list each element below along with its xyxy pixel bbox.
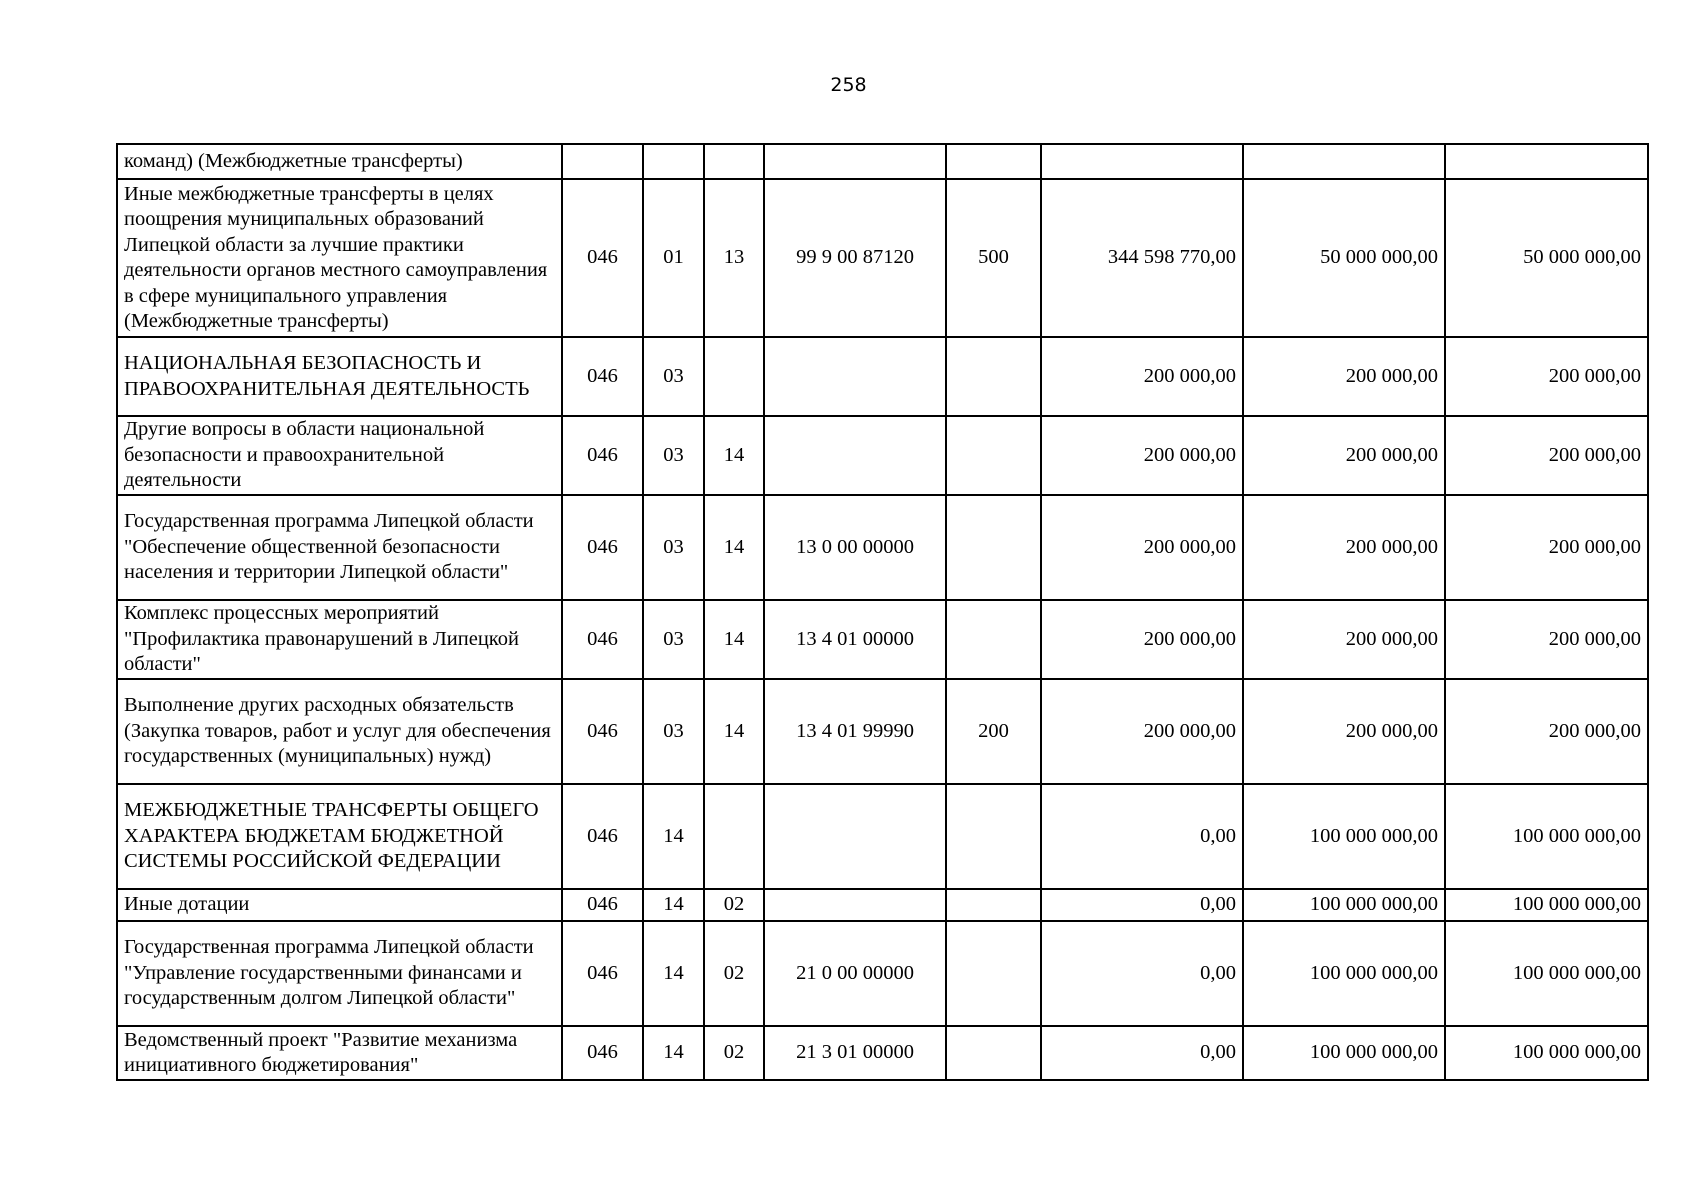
row-name: Комплекс процессных мероприятий "Профилактика правонарушений в Липецкой области" [117,600,562,679]
row-name: Иные дотации [117,889,562,921]
expense-type-code [946,495,1041,600]
expense-type-code [946,144,1041,179]
amount-year-2 [1243,144,1445,179]
amount-year-3: 200 000,00 [1445,495,1648,600]
expense-type-code [946,337,1041,416]
target-article-code: 21 3 01 00000 [764,1026,946,1080]
section-code: 03 [643,495,704,600]
amount-year-2: 200 000,00 [1243,337,1445,416]
section-code: 14 [643,889,704,921]
subsection-code: 13 [704,179,764,337]
amount-year-3: 200 000,00 [1445,337,1648,416]
target-article-code: 13 4 01 99990 [764,679,946,784]
table-row [117,416,1648,495]
row-name: Ведомственный проект "Развитие механизма инициативного бюджетирования" [117,1026,562,1080]
amount-year-2: 200 000,00 [1243,495,1445,600]
amount-year-2: 200 000,00 [1243,600,1445,679]
ministry-code: 046 [562,179,643,337]
section-code: 14 [643,921,704,1026]
expense-type-code [946,600,1041,679]
budget-table [116,143,1649,1081]
amount-year-1: 200 000,00 [1041,495,1243,600]
target-article-code: 21 0 00 00000 [764,921,946,1026]
row-name: МЕЖБЮДЖЕТНЫЕ ТРАНСФЕРТЫ ОБЩЕГО ХАРАКТЕРА БЮДЖЕТАМ БЮДЖЕТНОЙ СИСТЕМЫ РОССИЙСКОЙ ФЕДЕРАЦИИ [117,784,562,889]
table-row [117,144,1648,179]
row-name: Государственная программа Липецкой области "Обеспечение общественной безопасности населения и территории Липецкой области" [117,495,562,600]
amount-year-3 [1445,144,1648,179]
subsection-code: 14 [704,679,764,784]
ministry-code: 046 [562,679,643,784]
subsection-code: 14 [704,416,764,495]
ministry-code: 046 [562,889,643,921]
row-name: Государственная программа Липецкой области "Управление государственными финансами и государственным долгом Липецкой области" [117,921,562,1026]
target-article-code [764,784,946,889]
page-number: 258 [830,74,867,96]
amount-year-2: 100 000 000,00 [1243,921,1445,1026]
amount-year-3: 200 000,00 [1445,600,1648,679]
row-name: Другие вопросы в области национальной безопасности и правоохранительной деятельности [117,416,562,495]
target-article-code [764,337,946,416]
amount-year-3: 100 000 000,00 [1445,784,1648,889]
amount-year-1: 200 000,00 [1041,416,1243,495]
amount-year-1: 200 000,00 [1041,679,1243,784]
amount-year-1: 0,00 [1041,784,1243,889]
target-article-code: 99 9 00 87120 [764,179,946,337]
expense-type-code [946,921,1041,1026]
ministry-code: 046 [562,921,643,1026]
table-row [117,495,1648,600]
ministry-code: 046 [562,337,643,416]
section-code: 03 [643,600,704,679]
amount-year-2: 100 000 000,00 [1243,889,1445,921]
ministry-code: 046 [562,784,643,889]
ministry-code: 046 [562,495,643,600]
table-row [117,889,1648,921]
amount-year-2: 50 000 000,00 [1243,179,1445,337]
table-row [117,337,1648,416]
ministry-code: 046 [562,600,643,679]
ministry-code: 046 [562,1026,643,1080]
amount-year-1: 0,00 [1041,889,1243,921]
target-article-code [764,416,946,495]
target-article-code: 13 4 01 00000 [764,600,946,679]
section-code: 14 [643,1026,704,1080]
amount-year-1: 0,00 [1041,921,1243,1026]
ministry-code: 046 [562,416,643,495]
amount-year-3: 100 000 000,00 [1445,1026,1648,1080]
subsection-code: 14 [704,600,764,679]
section-code [643,144,704,179]
amount-year-1: 200 000,00 [1041,600,1243,679]
row-name: НАЦИОНАЛЬНАЯ БЕЗОПАСНОСТЬ И ПРАВООХРАНИТЕЛЬНАЯ ДЕЯТЕЛЬНОСТЬ [117,337,562,416]
amount-year-2: 100 000 000,00 [1243,784,1445,889]
expense-type-code [946,784,1041,889]
amount-year-2: 200 000,00 [1243,679,1445,784]
table-row [117,600,1648,679]
table-row [117,679,1648,784]
expense-type-code [946,1026,1041,1080]
expense-type-code [946,889,1041,921]
table-row [117,179,1648,337]
amount-year-2: 200 000,00 [1243,416,1445,495]
subsection-code: 02 [704,889,764,921]
row-name: команд) (Межбюджетные трансферты) [117,144,562,179]
amount-year-1: 200 000,00 [1041,337,1243,416]
section-code: 03 [643,416,704,495]
section-code: 01 [643,179,704,337]
section-code: 14 [643,784,704,889]
target-article-code [764,889,946,921]
ministry-code [562,144,643,179]
target-article-code [764,144,946,179]
subsection-code [704,144,764,179]
amount-year-3: 200 000,00 [1445,416,1648,495]
subsection-code: 02 [704,921,764,1026]
row-name: Выполнение других расходных обязательств (Закупка товаров, работ и услуг для обеспечения государственных (муниципальных) нужд) [117,679,562,784]
amount-year-1: 0,00 [1041,1026,1243,1080]
expense-type-code: 200 [946,679,1041,784]
section-code: 03 [643,679,704,784]
subsection-code [704,337,764,416]
expense-type-code [946,416,1041,495]
table-row [117,1026,1648,1080]
amount-year-1 [1041,144,1243,179]
table-row [117,784,1648,889]
amount-year-3: 100 000 000,00 [1445,921,1648,1026]
amount-year-2: 100 000 000,00 [1243,1026,1445,1080]
subsection-code: 02 [704,1026,764,1080]
subsection-code [704,784,764,889]
table-row [117,921,1648,1026]
expense-type-code: 500 [946,179,1041,337]
section-code: 03 [643,337,704,416]
amount-year-1: 344 598 770,00 [1041,179,1243,337]
row-name: Иные межбюджетные трансферты в целях поощрения муниципальных образований Липецкой области за лучшие практики деятельности органов местного самоуправления в сфере муниципального управления (Межбюджетные трансферты) [117,179,562,337]
subsection-code: 14 [704,495,764,600]
amount-year-3: 200 000,00 [1445,679,1648,784]
amount-year-3: 50 000 000,00 [1445,179,1648,337]
amount-year-3: 100 000 000,00 [1445,889,1648,921]
target-article-code: 13 0 00 00000 [764,495,946,600]
